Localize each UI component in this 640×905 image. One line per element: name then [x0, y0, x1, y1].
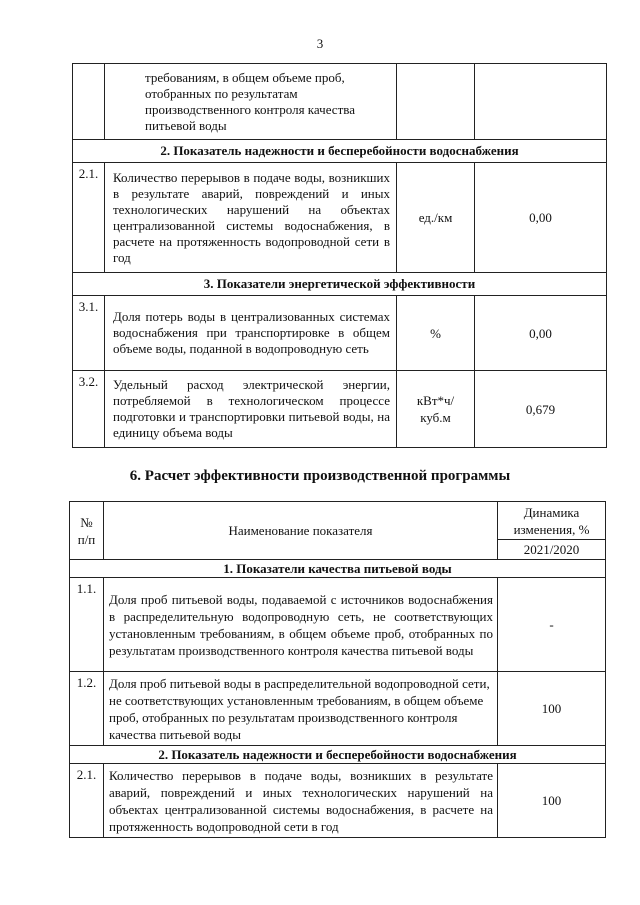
- row-number: 3.2.: [73, 371, 105, 448]
- header-line: №: [80, 514, 93, 530]
- indicator-name: Доля проб питьевой воды в распределительной водопроводной сети, не соответствующих установленным требованиям, в общем объеме проб, отобранных по результатам производственного контроля качества питьевой воды: [104, 672, 498, 746]
- number-header: [70, 502, 104, 560]
- table-row: [73, 371, 607, 448]
- section-row: [70, 746, 606, 764]
- unit-cell: [397, 64, 475, 140]
- indicator-name: Доля потерь воды в централизованных системах водоснабжения при транспортировке в общем объеме воды, поданной в водопроводную сеть: [105, 296, 397, 371]
- unit-cell: %: [397, 296, 475, 371]
- table-row: [73, 163, 607, 273]
- section-title: 1. Показатели качества питьевой воды: [70, 560, 606, 578]
- section-row: [73, 273, 607, 296]
- indicators-table: [72, 63, 607, 448]
- value-cell: 0,00: [475, 296, 607, 371]
- header-line: п/п: [77, 531, 96, 547]
- indicator-name: Количество перерывов в подаче воды, возникших в результате аварий, повреждений и иных технологических нарушений на объектах централизованной системы водоснабжения, в расчете на протяженность водопроводной сети в год: [105, 163, 397, 273]
- table-row: [70, 764, 606, 838]
- header-line: изменения, %: [513, 521, 590, 537]
- value-cell: [475, 64, 607, 140]
- period-header: 2021/2020: [498, 540, 606, 560]
- section-row: [70, 560, 606, 578]
- value-cell: 0,00: [475, 163, 607, 273]
- value-cell: -: [498, 578, 606, 672]
- row-number: 2.1.: [73, 163, 105, 273]
- name-header: Наименование показателя: [104, 502, 498, 560]
- indicator-name: требованиям, в общем объеме проб, отобранных по результатам производственного контроля качества питьевой воды: [105, 64, 397, 140]
- header-line: Динамика: [523, 504, 580, 520]
- unit-line: куб.м: [420, 410, 451, 425]
- section-heading: 6. Расчет эффективности производственной программы: [129, 468, 511, 484]
- unit-line: кВт*ч/: [416, 393, 455, 408]
- indicator-name: Доля проб питьевой воды, подаваемой с источников водоснабжения в распределительную водопроводную сеть, не соответствующих установленным требованиям, в общем объеме проб, отобранных по результатам производственного контроля качества питьевой воды: [104, 578, 498, 672]
- table-row: [73, 296, 607, 371]
- row-number: [73, 64, 105, 140]
- header-row: [70, 502, 606, 540]
- page-number: 3: [316, 36, 324, 51]
- indicator-name: Количество перерывов в подаче воды, возникших в результате аварий, повреждений и иных технологических нарушений на объектах централизованной системы водоснабжения, в расчете на протяженность водопроводной сети в год: [104, 764, 498, 838]
- indicator-name: Удельный расход электрической энергии, потребляемой в технологическом процессе подготовки и транспортировки питьевой воды, на единицу объема воды: [105, 371, 397, 448]
- section-title: 2. Показатель надежности и бесперебойности водоснабжения: [70, 746, 606, 764]
- efficiency-table: [69, 501, 606, 838]
- table-row: [70, 578, 606, 672]
- unit-cell: [397, 371, 475, 448]
- value-cell: 100: [498, 764, 606, 838]
- section-row: [73, 140, 607, 163]
- section-title: 2. Показатель надежности и бесперебойности водоснабжения: [73, 140, 607, 163]
- row-number: 1.2.: [70, 672, 104, 746]
- dynamics-header: [498, 502, 606, 540]
- table-row: [73, 64, 607, 140]
- row-number: 1.1.: [70, 578, 104, 672]
- section-title: 3. Показатели энергетической эффективности: [73, 273, 607, 296]
- value-cell: 100: [498, 672, 606, 746]
- table-row: [70, 672, 606, 746]
- unit-cell: ед./км: [397, 163, 475, 273]
- row-number: 3.1.: [73, 296, 105, 371]
- row-number: 2.1.: [70, 764, 104, 838]
- value-cell: 0,679: [475, 371, 607, 448]
